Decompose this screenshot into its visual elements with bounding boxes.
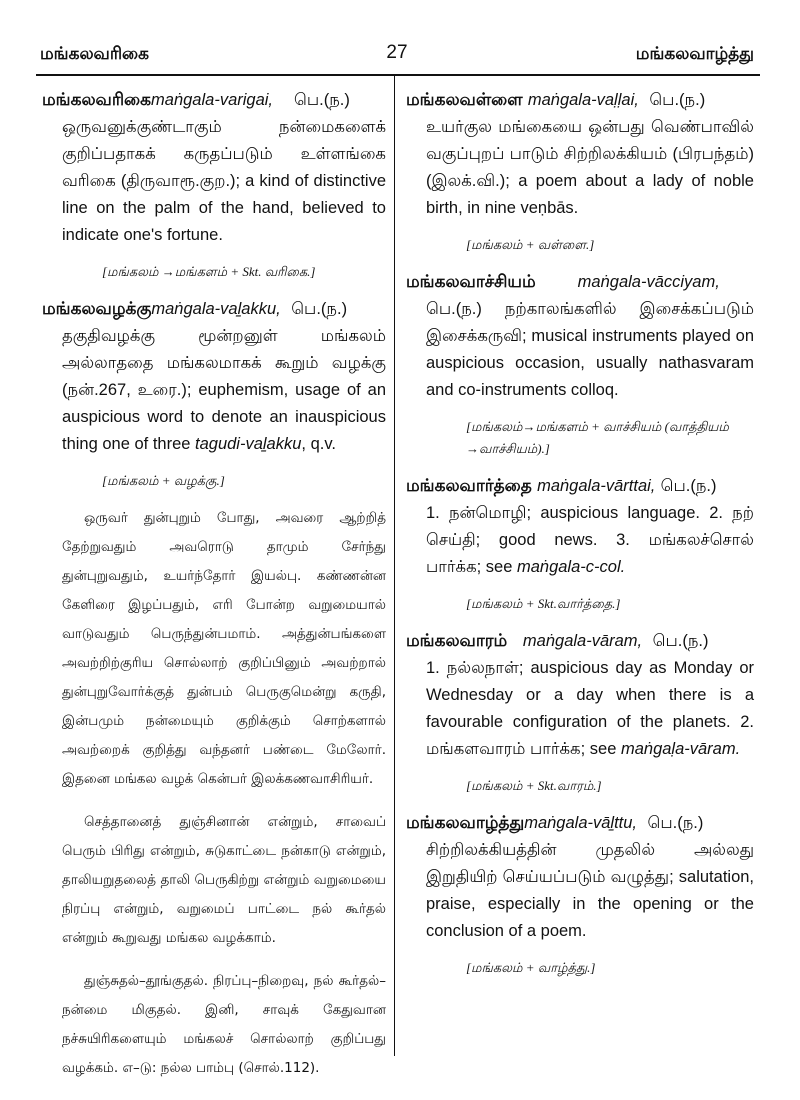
entry-head bbox=[406, 809, 754, 837]
part-of-speech: பெ.(ந.) bbox=[649, 91, 706, 109]
dictionary-entry bbox=[406, 86, 754, 256]
headword: மங்கலவழக்கு bbox=[42, 299, 152, 319]
part-of-speech: பெ.(ந.) bbox=[426, 300, 482, 318]
entry-etymology: [மங்கலம் + Skt.வாரம்.] bbox=[466, 778, 602, 793]
transliteration: maṅgala-vaḻakku, bbox=[151, 300, 281, 318]
dictionary-entry bbox=[406, 809, 754, 979]
headword: மங்கலவாழ்த்து bbox=[406, 813, 525, 833]
entry-etymology: [மங்கலம் →மங்களம் + Skt. வரிகை.] bbox=[102, 264, 316, 279]
entry-head bbox=[406, 472, 754, 500]
entry-definition bbox=[406, 296, 754, 404]
headword: மங்கலவாரம் bbox=[406, 631, 508, 651]
note-paragraph: செத்தானைத் துஞ்சினான் என்றும், சாவைப் பெரும் பிரிது என்றும், சுடுகாட்டை நன்காடு என்றும், தாலியறுதலைத் தாலி பெருகிற்று என்றும் வறுமையை நிரப்பு என்றும், வறுமைப் பாட்டை நல் கூர்தல் என்றும் கூறுவது மங்கல வழக்காம். bbox=[62, 814, 386, 946]
page-number: 27 bbox=[386, 42, 408, 63]
headword: மங்கலவார்த்தை bbox=[406, 476, 532, 496]
dictionary-entry bbox=[42, 295, 386, 492]
running-head-right: மங்கலவாழ்த்து bbox=[635, 44, 754, 64]
entry-definition: சிற்றிலக்கியத்தின் முதலில் அல்லது இறுதியிற் செய்யப்படும் வழுத்து; salutation, praise, especially in the opening or the conclusion of a poem. bbox=[426, 841, 754, 940]
part-of-speech: பெ.(ந.) bbox=[660, 477, 717, 495]
part-of-speech: பெ.(ந.) bbox=[652, 632, 709, 650]
running-head-left: மங்கலவரிகை bbox=[40, 44, 150, 64]
transliteration: maṅgala-vaḷḷai, bbox=[527, 91, 639, 109]
note-paragraph: துஞ்சுதல்–தூங்குதல். நிரப்பு–நிறைவு, நல் கூர்தல்–நன்மை மிகுதல். இனி, சாவுக் கேதுவான நச்சுயிரிகளையும் மங்கலச் சொல்லாற் குறிப்பது வழக்கம். எ–டு: நல்ல பாம்பு (சொல்.112). bbox=[62, 973, 386, 1076]
entry-head bbox=[406, 627, 754, 655]
entry-definition bbox=[406, 500, 754, 581]
part-of-speech: பெ.(ந.) bbox=[291, 300, 348, 318]
left-column bbox=[42, 86, 386, 1097]
usage-note bbox=[42, 967, 386, 1083]
entry-head bbox=[406, 86, 754, 114]
entry-definition: உயர்குல மங்கையை ஒன்பது வெண்பாவில் வகுப்புறப் பாடும் சிற்றிலக்கியம் (பிரபந்தம்) (இலக்.வி.); a poem about a lady of noble birth, in nine veṇbās. bbox=[426, 118, 754, 217]
definition-text: 1. நன்மொழி; auspicious language. 2. நற் செய்தி; good news. 3. மங்கலச்சொல் பார்க்க; see bbox=[426, 504, 754, 576]
headword: மங்கலவள்ளை bbox=[406, 90, 523, 110]
usage-note bbox=[42, 808, 386, 953]
entry-etymology: [மங்கலம்→மங்களம் + வாச்சியம் (வாத்தியம் →வாச்சியம்).] bbox=[466, 419, 729, 456]
entry-etymology: [மங்கலம் + Skt.வார்த்தை.] bbox=[466, 596, 621, 611]
usage-note bbox=[42, 504, 386, 794]
definition-text: தகுதிவழக்கு மூன்றனுள் மங்கலம் அல்லாததை மங்கலமாகக் கூறும் வழக்கு (நன்.267, உரை.); euphemism, usage of an auspicious word to denote an inauspicious thing one of three bbox=[62, 327, 386, 453]
definition-text: நற்காலங்களில் இசைக்கப்படும் இசைக்கருவி; musical instruments played on auspicious occasion, usually nathasvaram and co-instruments colloq. bbox=[426, 300, 754, 399]
cross-reference: maṅgaḷa-vāram. bbox=[620, 740, 741, 758]
headword: மங்கலவரிகை bbox=[42, 90, 152, 110]
entry-etymology: [மங்கலம் + வள்ளை.] bbox=[466, 237, 595, 252]
cross-reference: tagudi-vaḻakku bbox=[195, 435, 302, 453]
entry-head bbox=[42, 295, 386, 323]
transliteration: maṅgala-vāram, bbox=[522, 632, 643, 650]
entry-definition bbox=[406, 655, 754, 763]
entry-head bbox=[42, 86, 386, 114]
entry-etymology: [மங்கலம் + வழக்கு.] bbox=[102, 473, 225, 488]
dictionary-entry bbox=[406, 627, 754, 797]
entry-definition bbox=[42, 323, 386, 458]
right-column bbox=[406, 86, 754, 991]
headword: மங்கலவாச்சியம் bbox=[406, 272, 536, 292]
transliteration: maṅgala-vāḻttu, bbox=[524, 814, 638, 832]
dictionary-entry bbox=[406, 472, 754, 615]
transliteration: maṅgala-varigai, bbox=[151, 91, 274, 109]
header-rule bbox=[36, 74, 760, 76]
part-of-speech: பெ.(ந.) bbox=[647, 814, 704, 832]
part-of-speech: பெ.(ந.) bbox=[294, 91, 350, 109]
column-divider bbox=[394, 76, 395, 1056]
definition-text: 1. நல்லநாள்; auspicious day as Monday or Wednesday or a day when there is a favourable configuration of the planets. 2. மங்களவாரம் பார்க்க; see bbox=[426, 659, 754, 758]
entry-definition: ஒருவனுக்குண்டாகும் நன்மைகளைக் குறிப்பதாகக் கருதப்படும் உள்ளங்கை வரிகை (திருவாரூ.குற.); a kind of distinctive line on the palm of the hand, believed to indicate one's fortune. bbox=[62, 118, 386, 244]
page-header bbox=[40, 44, 754, 70]
definition-text-end: , q.v. bbox=[301, 435, 336, 453]
dictionary-entry bbox=[42, 86, 386, 283]
cross-reference: maṅgala-c-col. bbox=[516, 558, 626, 576]
dictionary-entry bbox=[406, 268, 754, 460]
entry-head bbox=[406, 268, 754, 296]
note-paragraph: ஒருவர் துன்புறும் போது, அவரை ஆற்றித் தேற்றுவதும் அவரொடு தாமும் சேர்ந்து துன்புறுவதும், உயர்ந்தோர் இயல்பு. கண்ணன்ன கேளிரை இழப்பதும், எரி போன்ற வறுமையால் வாடுவதும் பெருந்துன்பமாம். அத்துன்பங்களை அவற்றிற்குரிய சொல்லாற் குறிப்பினும் அவற்றால் துன்புறுவோர்க்குத் துன்பம் பெருகுமென்று கருதி, இன்பமும் நன்மையும் குறிக்கும் சொற்களால் அவற்றைக் குறித்து வந்தனர் பண்டை மேலோர். இதனை மங்கல வழக் கென்பர் இலக்கணவாசிரியர். bbox=[62, 510, 386, 787]
transliteration: maṅgala-vārttai, bbox=[537, 477, 656, 495]
entry-etymology: [மங்கலம் + வாழ்த்து.] bbox=[466, 960, 596, 975]
transliteration: maṅgala-vācciyam, bbox=[577, 273, 720, 291]
